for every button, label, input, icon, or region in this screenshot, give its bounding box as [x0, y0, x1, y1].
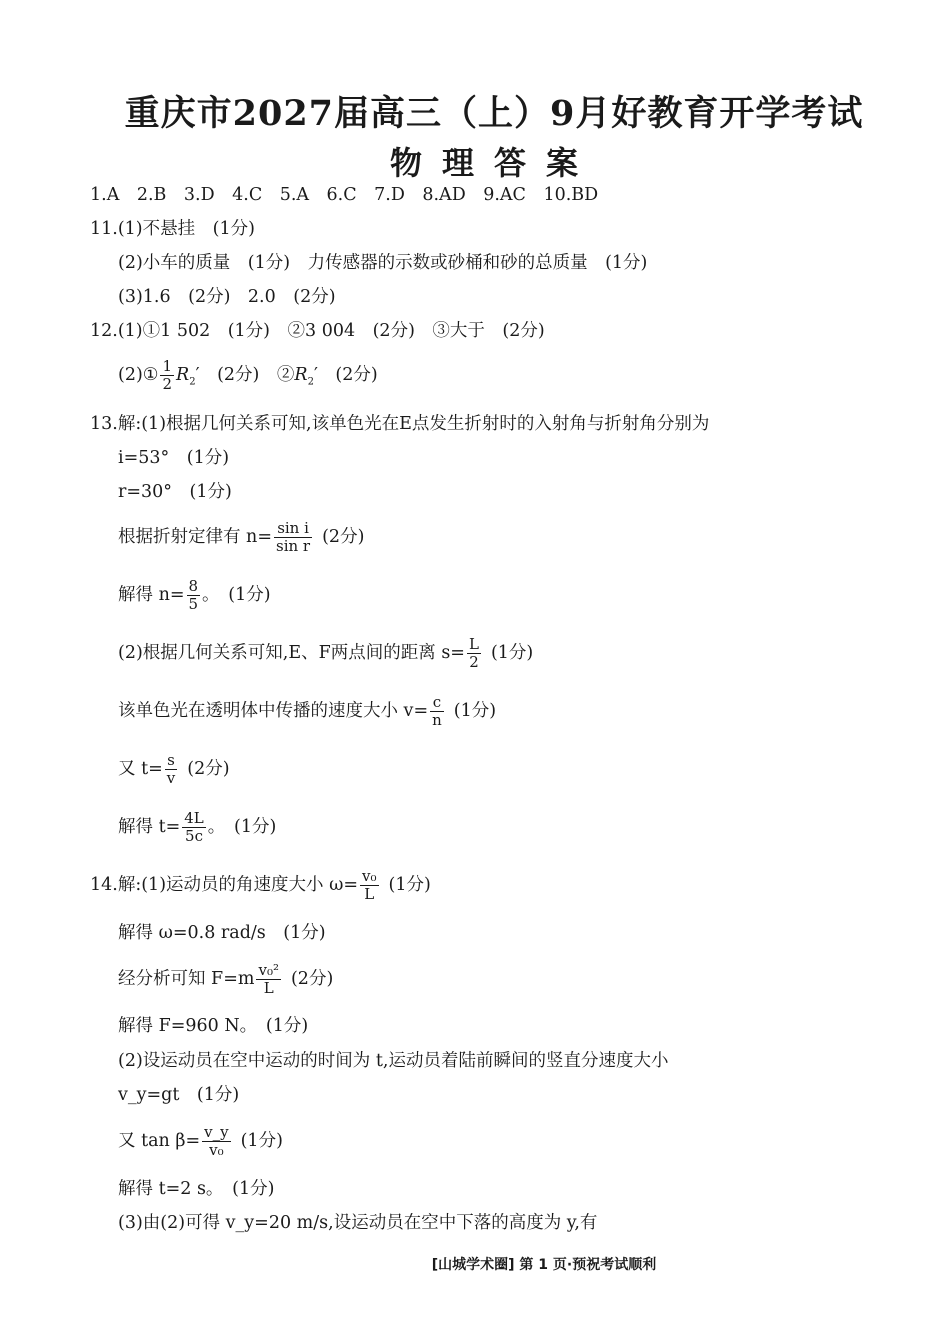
- fraction-half: $\frac{1}{2}$: [162, 357, 173, 393]
- q12-line-2: (2)① $\frac{1}{2}$ $R_2'$ (2分) $②R_2'$ (2分): [118, 357, 378, 393]
- q13-time-result: 解得 t= $\frac{4L}{5c}$ 。 (1分): [118, 809, 277, 845]
- q14-part2-intro: (2)设运动员在空中运动的时间为 t,运动员着陆前瞬间的竖直分速度大小: [118, 1051, 669, 1071]
- q13-distance: (2)根据几何关系可知,E、F两点间的距离 s= $\frac{L}{2}$ (1分): [118, 635, 534, 671]
- q11-line-1: 11.(1)不悬挂 (1分): [90, 219, 255, 239]
- q13-incidence-angle: i=53° (1分): [118, 448, 230, 468]
- q13-intro: 13.解:(1)根据几何关系可知,该单色光在E点发生折射时的入射角与折射角分别为: [90, 414, 710, 434]
- q14-force-eq: 经分析可知 F=m $\frac{\text{v₀²}}{L}$ (2分): [118, 961, 334, 997]
- q12-line-1: 12.(1)①1 502 (1分) ②3 004 (2分) ③大于 (2分): [90, 321, 545, 341]
- q13-refraction-angle: r=30° (1分): [118, 482, 232, 502]
- q11-line-3: (3)1.6 (2分) 2.0 (2分): [118, 287, 336, 307]
- q14-tan-eq: 又 tan β= $\frac{v\_y}{\text{v₀}}$ (1分): [118, 1123, 283, 1159]
- q14-vy: v_y=gt (1分): [118, 1085, 240, 1105]
- q14-omega-result: 解得 ω=0.8 rad/s (1分): [118, 923, 326, 943]
- q13-time-eq: 又 t= $\frac{s}{v}$ (2分): [118, 751, 230, 787]
- q11-line-2: (2)小车的质量 (1分) 力传感器的示数或砂桶和砂的总质量 (1分): [118, 253, 648, 273]
- page-subtitle: 物理答案: [389, 144, 598, 182]
- q14-intro: 14.解:(1)运动员的角速度大小 ω= $\frac{\text{v₀}}{L}$ (1分): [90, 867, 431, 903]
- q13-snell-law: 根据折射定律有 n= $\frac{\text{sin i}}{\text{sin r}}$ (2分): [118, 519, 365, 555]
- q13-n-result: 解得 n= $\frac{8}{5}$ 。 (1分): [118, 577, 271, 613]
- q14-part3: (3)由(2)可得 v_y=20 m/s,设运动员在空中下落的高度为 y,有: [118, 1213, 598, 1233]
- q13-speed: 该单色光在透明体中传播的速度大小 v= $\frac{c}{n}$ (1分): [118, 693, 497, 729]
- q14-force-result: 解得 F=960 N。 (1分): [118, 1016, 309, 1036]
- page-footer: [山城学术圈] 第 1 页·预祝考试顺利: [431, 1257, 657, 1273]
- choice-answers: 1.A 2.B 3.D 4.C 5.A 6.C 7.D 8.AD 9.AC 10.BD: [90, 185, 599, 205]
- page-title: 重庆市2027届高三（上）9月好教育开学考试: [124, 93, 864, 134]
- q14-time-result: 解得 t=2 s。 (1分): [118, 1179, 275, 1199]
